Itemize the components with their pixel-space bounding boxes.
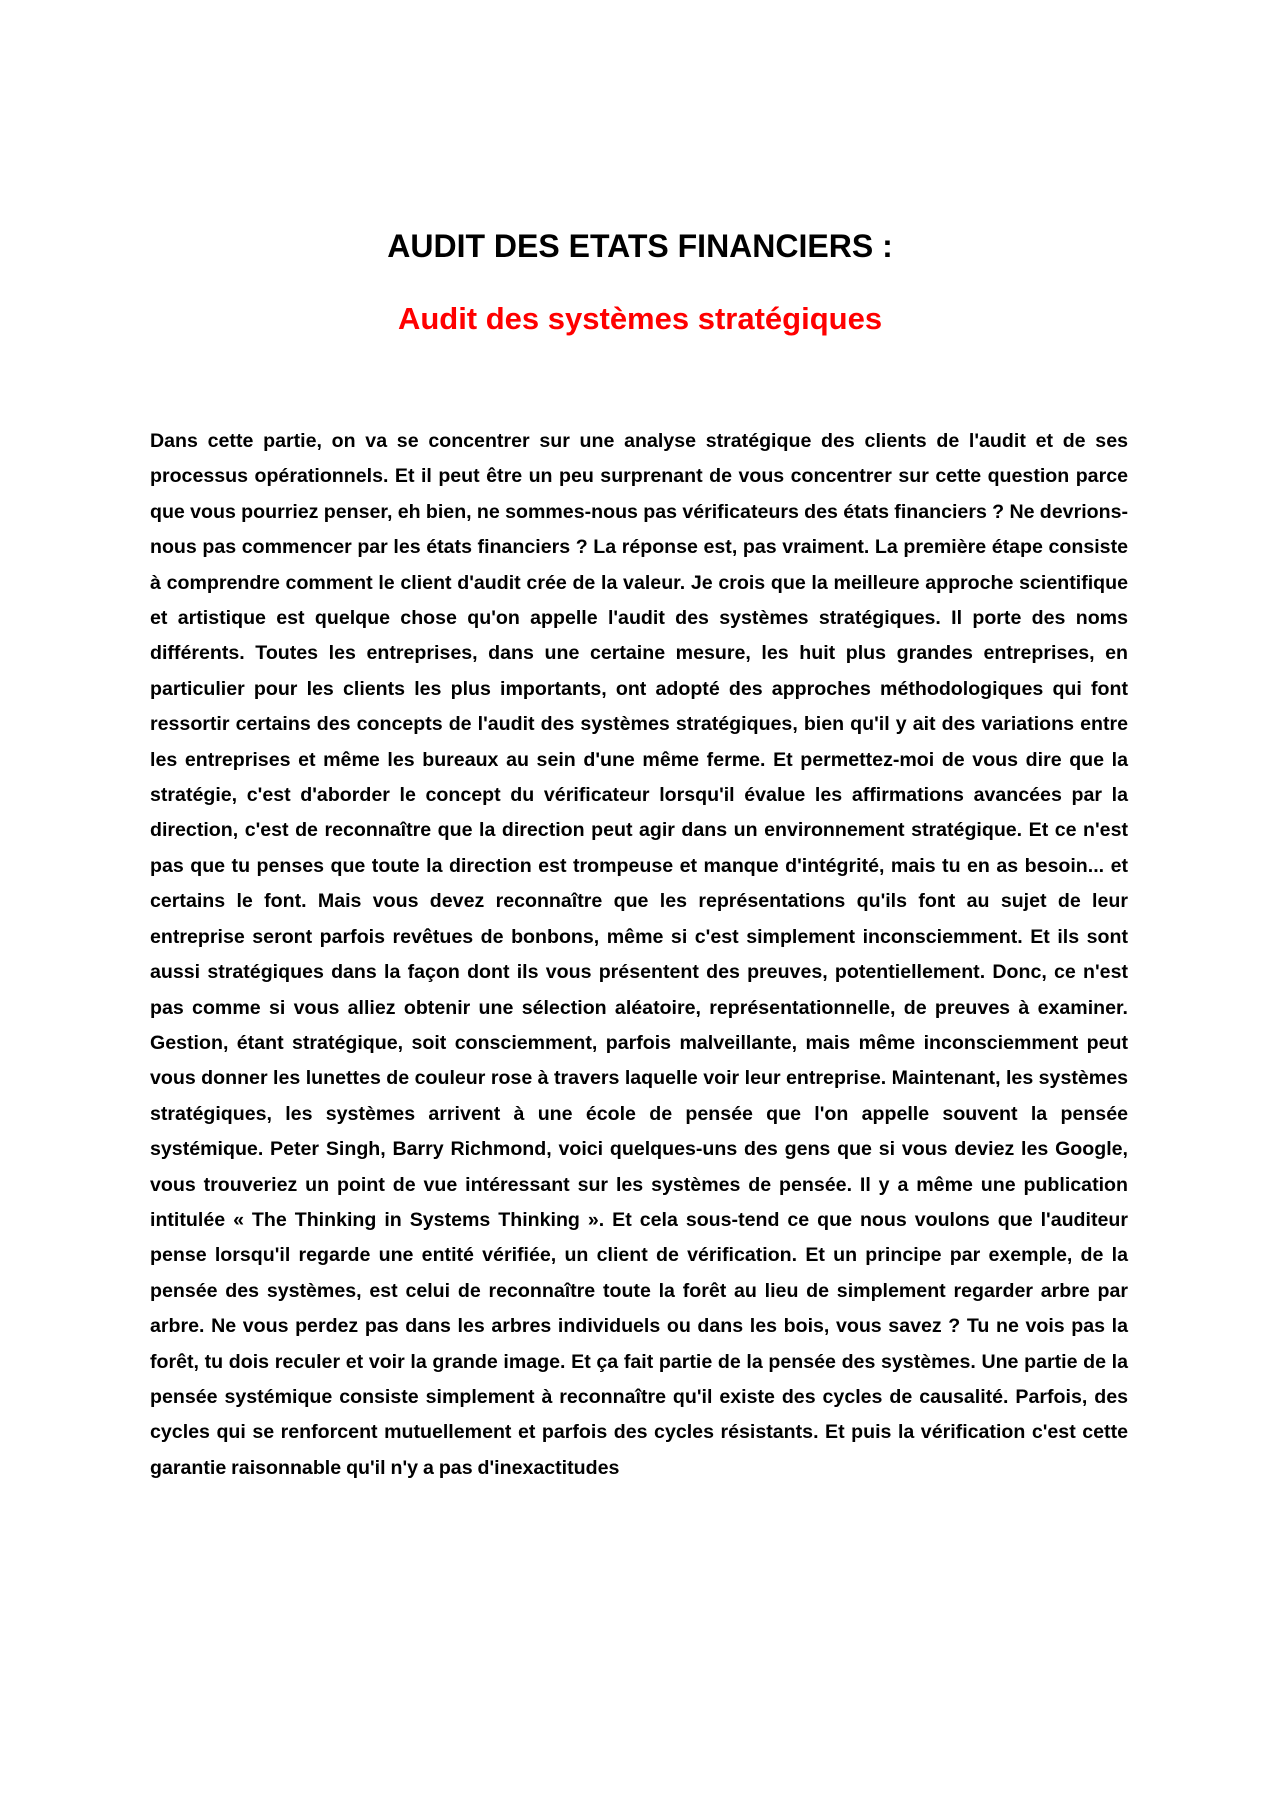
body-paragraph: Dans cette partie, on va se concentrer sur une analyse stratégique des clients de l'audit et de ses processus opérationnels. Et il peut être un peu surprenant de vous concentrer sur cette question parce que vous pourriez penser, eh bien, ne sommes-nous pas vérificateurs des états financiers ? Ne devrions-nous pas commencer par les états financiers ? La réponse est, pas vraiment. La première étape consiste à comprendre comment le client d'audit crée de la valeur. Je crois que la meilleure approche scientifique et artistique est quelque chose qu'on appelle l'audit des systèmes stratégiques. Il porte des noms différents. Toutes les entreprises, dans une certaine mesure, les huit plus grandes entreprises, en particulier pour les clients les plus importants, ont adopté des approches méthodologiques qui font ressortir certains des concepts de l'audit des systèmes stratégiques, bien qu'il y ait des variations entre les entreprises et même les bureaux au sein d'une même ferme. Et permettez-moi de vous dire que la stratégie, c'est d'aborder le concept du vérificateur lorsqu'il évalue les affirmations avancées par la direction, c'est de reconnaître que la direction peut agir dans un environnement stratégique. Et ce n'est pas que tu penses que toute la direction est trompeuse et manque d'intégrité, mais tu en as besoin... et certains le font. Mais vous devez reconnaître que les représentations qu'ils font au sujet de leur entreprise seront parfois revêtues de bonbons, même si c'est simplement inconsciemment. Et ils sont aussi stratégiques dans la façon dont ils vous présentent des preuves, potentiellement. Donc, ce n'est pas comme si vous alliez obtenir une sélection aléatoire, représentationnelle, de preuves à examiner. Gestion, étant stratégique, soit consciemment, parfois malveillante, mais même inconsciemment peut vous donner les lunettes de couleur rose à travers laquelle voir leur entreprise. Maintenant, les systèmes stratégiques, les systèmes arrivent à une école de pensée que l'on appelle souvent la pensée systémique. Peter Singh, Barry Richmond, voici quelques-uns des gens que si vous deviez les Google, vous trouveriez un point de vue intéressant sur les systèmes de pensée. Il y a même une publication intitulée « The Thinking in Systems Thinking ». Et cela sous-tend ce que nous voulons que l'auditeur pense lorsqu'il regarde une entité vérifiée, un client de vérification. Et un principe par exemple, de la pensée des systèmes, est celui de reconnaître toute la forêt au lieu de simplement regarder arbre par arbre. Ne vous perdez pas dans les arbres individuels ou dans les bois, vous savez ? Tu ne vois pas la forêt, tu dois reculer et voir la grande image. Et ça fait partie de la pensée des systèmes. Une partie de la pensée systémique consiste simplement à reconnaître qu'il existe des cycles de causalité. Parfois, des cycles qui se renforcent mutuellement et parfois des cycles résistants. Et puis la vérification c'est cette garantie raisonnable qu'il n'y a pas d'inexactitudes	[150, 430, 1128, 1479]
document-title: AUDIT DES ETATS FINANCIERS :	[387, 228, 893, 264]
document-subtitle: Audit des systèmes stratégiques	[397, 301, 883, 336]
